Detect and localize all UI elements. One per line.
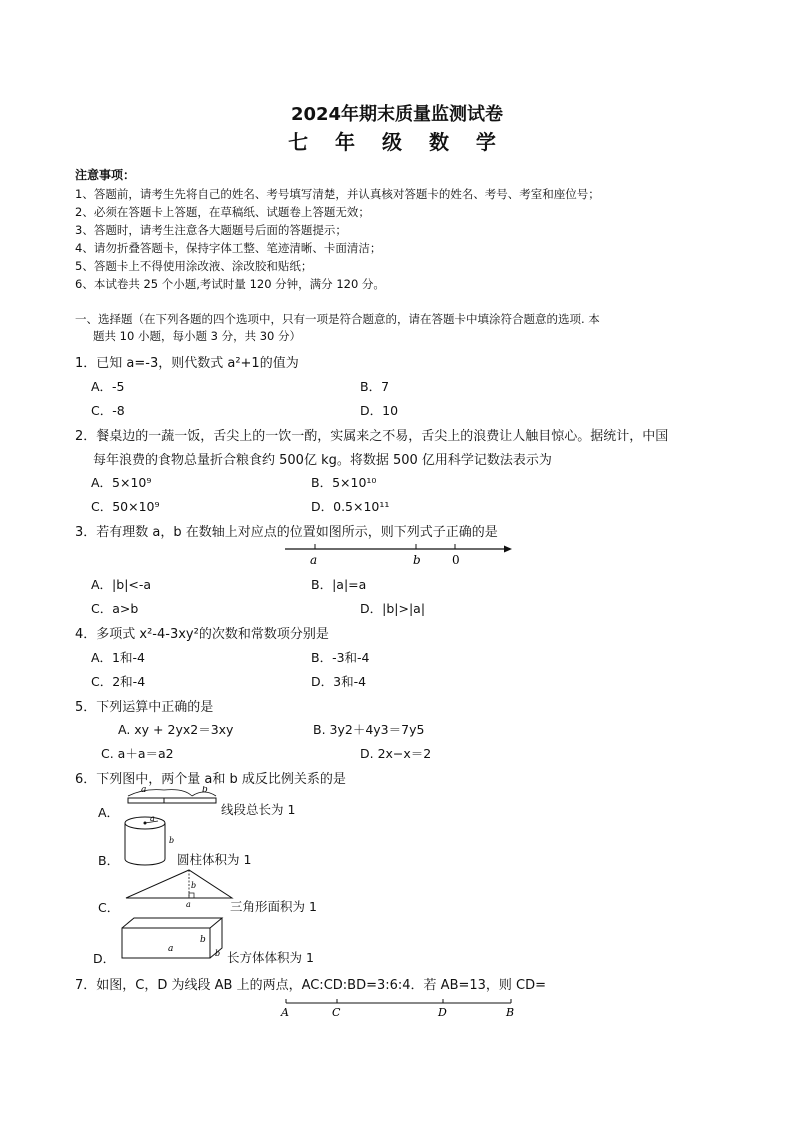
fig-label-b: b	[191, 881, 197, 890]
q5-option-b: B. 3y2＋4y3＝7y5	[313, 722, 425, 737]
q2-option-a: A．5×10⁹	[91, 475, 152, 490]
q4-option-b: B．-3和-4	[311, 650, 370, 665]
q6-option-c-text: 三角形面积为 1	[230, 899, 317, 914]
axis-label-zero: 0	[452, 553, 460, 567]
q6-option-d-text: 长方体体积为 1	[227, 950, 314, 965]
cuboid-figure	[118, 914, 230, 964]
q3-option-d: D．|b|>|a|	[360, 601, 426, 616]
q4-option-d: D．3和-4	[311, 674, 367, 689]
exam-subtitle: 七 年 级 数 学	[288, 130, 506, 154]
q1-option-a: A．-5	[91, 379, 125, 394]
q6-option-c-letter: C．	[98, 900, 120, 915]
fig-label-b: b	[200, 935, 206, 945]
section-heading: 一、选择题（在下列各题的四个选项中，只有一项是符合题意的，请在答题卡中填涂符合题意的选项. 本	[75, 312, 600, 326]
q6-option-b-letter: B．	[98, 853, 120, 868]
q6-option-b-text: 圆柱体积为 1	[177, 852, 252, 867]
section-heading-cont: 题共 10 小题，每小题 3 分，共 30 分）	[93, 329, 302, 343]
q6-option-a-text: 线段总长为 1	[221, 802, 296, 817]
fig-label-b: b	[202, 786, 208, 795]
notice-item: 5、答题卡上不得使用涂改液、涂改胶和贴纸；	[75, 259, 313, 273]
cylinder-figure	[120, 813, 180, 869]
q6-option-d-letter: D．	[93, 951, 116, 966]
notice-item: 6、本试卷共 25 个小题,考试时量 120 分钟，满分 120 分。	[75, 277, 385, 291]
fig-label-a: a	[150, 814, 155, 823]
q6-option-a-letter: A．	[98, 805, 120, 820]
segment-figure	[124, 786, 224, 816]
notice-item: 3、答题时，请考生注意各大题题号后面的答题提示；	[75, 223, 347, 237]
exam-title: 2024年期末质量监测试卷	[290, 104, 504, 125]
q3-option-b: B．|a|=a	[311, 577, 367, 592]
q1-option-b: B．7	[360, 379, 390, 394]
question-6-stem: 6．下列图中，两个量 a和 b 成反比例关系的是	[75, 772, 346, 787]
triangle-figure	[124, 867, 236, 909]
q5-option-a: A. xy + 2yx2＝3xy	[118, 722, 234, 737]
q5-option-c: C. a＋a＝a2	[101, 746, 174, 761]
q4-option-c: C．2和-4	[91, 674, 146, 689]
q5-option-d: D. 2x−x＝2	[360, 746, 432, 761]
notice-item: 1、答题前，请考生先将自己的姓名、考号填写清楚，并认真核对答题卡的姓名、考号、考室和座位号；	[75, 187, 600, 201]
notice-item: 2、必须在答题卡上答题，在草稿纸、试题卷上答题无效；	[75, 205, 370, 219]
question-3-stem: 3．若有理数 a，b 在数轴上对应点的位置如图所示，则下列式子正确的是	[75, 525, 498, 540]
fig-label-a: a	[168, 944, 174, 954]
q2-option-b: B．5×10¹⁰	[311, 475, 377, 490]
fig-label-b: b	[169, 836, 175, 845]
q2-option-c: C．50×10⁹	[91, 499, 160, 514]
fig-label-b: b	[215, 949, 221, 958]
number-line-figure	[280, 540, 520, 570]
q1-option-c: C．-8	[91, 403, 125, 418]
point-label-c: C	[332, 1006, 341, 1019]
axis-label-b: b	[413, 553, 421, 567]
fig-label-a: a	[186, 900, 191, 909]
point-label-a: A	[281, 1006, 289, 1019]
segment-ab-figure	[278, 996, 518, 1022]
question-7-stem: 7．如图，C，D 为线段 AB 上的两点，AC:CD:BD=3:6:4．若 AB=13，则 CD=	[75, 978, 547, 993]
q3-option-a: A．|b|<-a	[91, 577, 152, 592]
point-label-d: D	[438, 1006, 447, 1019]
axis-label-a: a	[310, 553, 318, 567]
notice-item: 4、请勿折叠答题卡，保持字体工整、笔迹清晰、卡面清洁；	[75, 241, 382, 255]
q4-option-a: A．1和-4	[91, 650, 145, 665]
point-label-b: B	[506, 1006, 515, 1019]
question-1-stem: 1．已知 a=-3，则代数式 a²+1的值为	[75, 356, 299, 371]
question-5-stem: 5．下列运算中正确的是	[75, 700, 214, 715]
q1-option-d: D．10	[360, 403, 399, 418]
question-2-stem-cont: 每年浪费的食物总量折合粮食约 500亿 kg。将数据 500 亿用科学记数法表示为	[93, 453, 552, 468]
question-4-stem: 4．多项式 x²-4-3xy²的次数和常数项分别是	[75, 627, 329, 642]
q3-option-c: C．a>b	[91, 601, 139, 616]
question-2-stem: 2．餐桌边的一蔬一饭，舌尖上的一饮一酌，实属来之不易，舌尖上的浪费让人触目惊心。据统计，中国	[75, 429, 669, 444]
notice-heading: 注意事项：	[75, 168, 136, 182]
fig-label-a: a	[141, 786, 147, 795]
q2-option-d: D．0.5×10¹¹	[311, 499, 390, 514]
